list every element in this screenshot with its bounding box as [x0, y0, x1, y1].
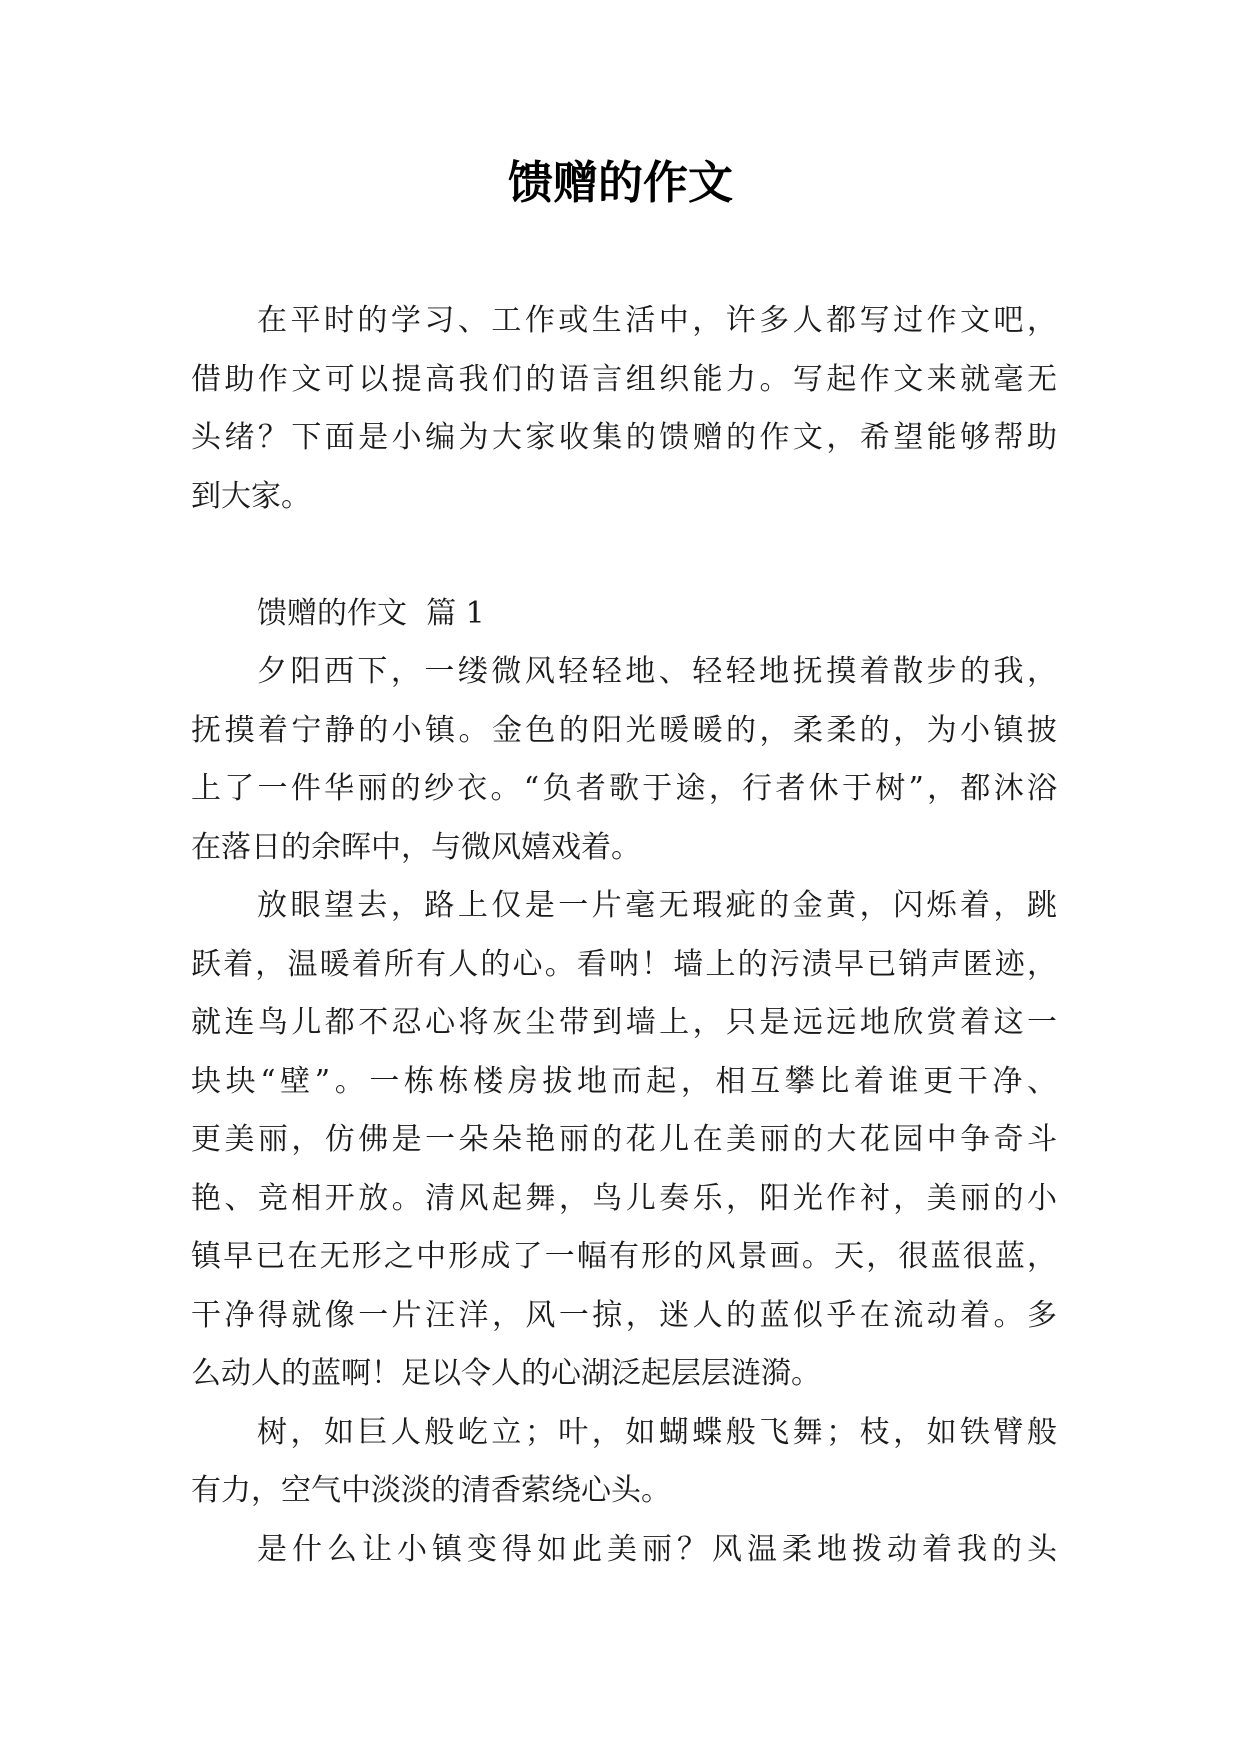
paragraph	[191, 1404, 1057, 1521]
document-title: 馈赠的作文	[507, 156, 733, 209]
intro-paragraph	[191, 292, 1057, 526]
text-line: 块块“壁”。一栋栋楼房拔地而起，相互攀比着谁更干净、	[191, 1063, 1057, 1099]
text-line: 抚摸着宁静的小镇。金色的阳光暖暖的，柔柔的，为小镇披	[191, 712, 1057, 748]
paragraph	[191, 877, 1057, 1404]
text-line: 有力，空气中淡淡的清香萦绕心头。	[191, 1473, 671, 1508]
text-line: 更美丽，仿佛是一朵朵艳丽的花儿在美丽的大花园中争奇斗	[191, 1122, 1057, 1157]
text-line: 树，如巨人般屹立；叶，如蝴蝶般飞舞；枝，如铁臂般	[257, 1414, 1057, 1450]
text-line: 上了一件华丽的纱衣。“负者歌于途，行者休于树”，都沐浴	[191, 771, 1057, 806]
paragraph	[191, 1521, 1057, 1580]
text-line: 是什么让小镇变得如此美丽？风温柔地拨动着我的头	[257, 1531, 1057, 1567]
text-line: 夕阳西下，一缕微风轻轻地、轻轻地抚摸着散步的我，	[257, 654, 1057, 689]
text-line: 在平时的学习、工作或生活中，许多人都写过作文吧，	[257, 303, 1057, 338]
section-heading: 馈赠的作文 篇 1	[257, 595, 485, 631]
text-line: 镇早已在无形之中形成了一幅有形的风景画。天，很蓝很蓝，	[191, 1239, 1057, 1274]
text-line: 跃着，温暖着所有人的心。看呐！墙上的污渍早已销声匿迹，	[191, 946, 1057, 982]
section-paragraphs	[191, 643, 1057, 1579]
text-line: 艳、竞相开放。清风起舞，鸟儿奏乐，阳光作衬，美丽的小	[191, 1180, 1057, 1216]
text-line: 放眼望去，路上仅是一片毫无瑕疵的金黄，闪烁着，跳	[257, 888, 1057, 923]
text-line: 头绪？下面是小编为大家收集的馈赠的作文，希望能够帮助	[191, 420, 1057, 455]
text-line: 借助作文可以提高我们的语言组织能力。写起作文来就毫无	[191, 361, 1057, 397]
text-line: 在落日的余晖中，与微风嬉戏着。	[191, 829, 641, 865]
text-line: 到大家。	[191, 478, 311, 514]
text-line: 干净得就像一片汪洋，风一掠，迷人的蓝似乎在流动着。多	[191, 1297, 1057, 1333]
document-body	[191, 292, 1057, 1579]
text-line: 么动人的蓝啊！足以令人的心湖泛起层层涟漪。	[191, 1356, 821, 1391]
text-line: 就连鸟儿都不忍心将灰尘带到墙上，只是远远地欣赏着这一	[191, 1005, 1057, 1040]
paragraph	[191, 643, 1057, 877]
